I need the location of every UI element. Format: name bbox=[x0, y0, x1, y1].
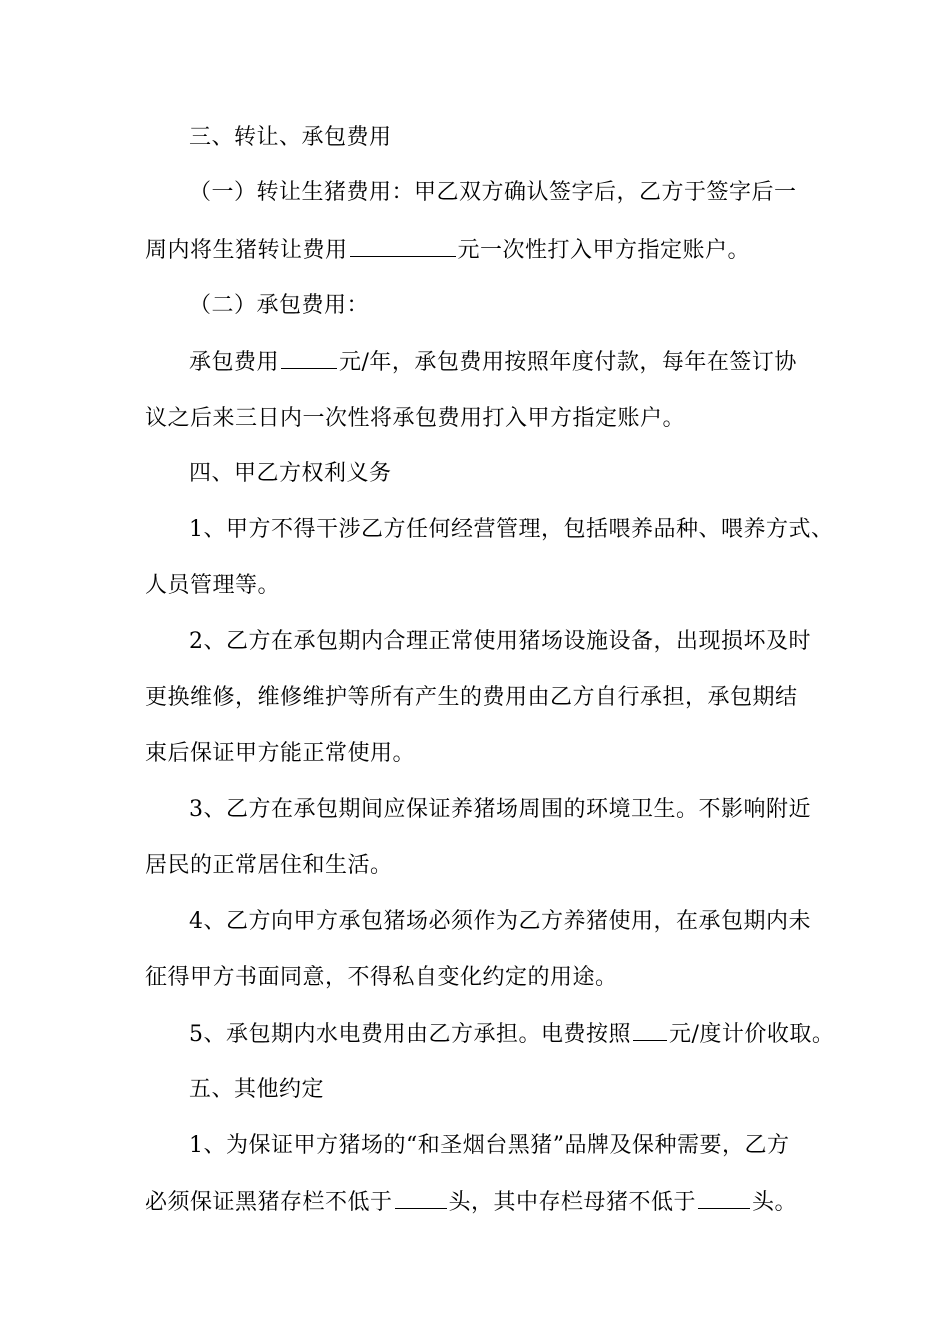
section-4-item-5: 5、承包期内水电费用由乙方承担。电费按照 元/度计价收取。 bbox=[189, 1022, 835, 1047]
fill-blank-transfer-fee bbox=[350, 236, 456, 257]
section-4-item-3-cont: 居民的正常居住和生活。 bbox=[145, 853, 393, 878]
fill-blank-pig-count bbox=[395, 1188, 447, 1209]
section-4-item-2-cont-2: 束后保证甲方能正常使用。 bbox=[145, 741, 416, 766]
fill-blank-electricity-price bbox=[633, 1020, 667, 1041]
section-4-item-4-cont: 征得甲方书面同意，不得私自变化约定的用途。 bbox=[145, 965, 618, 990]
section-3-subheading-2: （二）承包费用： bbox=[189, 293, 370, 318]
section-5-heading: 五、其他约定 bbox=[189, 1077, 325, 1102]
section-4-item-3: 3、乙方在承包期间应保证养猪场周围的环境卫生。不影响附近 bbox=[189, 797, 811, 822]
section-4-item-4: 4、乙方向甲方承包猪场必须作为乙方养猪使用，在承包期内未 bbox=[189, 909, 811, 934]
section-4-item-1: 1、甲方不得干涉乙方任何经营管理，包括喂养品种、喂养方式、 bbox=[189, 517, 834, 542]
section-3-paragraph-3-cont: 议之后来三日内一次性将承包费用打入甲方指定账户。 bbox=[145, 406, 686, 431]
section-4-heading: 四、甲乙方权利义务 bbox=[189, 461, 392, 486]
section-3-heading: 三、转让、承包费用 bbox=[189, 125, 392, 150]
section-4-item-2-cont-1: 更换维修，维修维护等所有产生的费用由乙方自行承担，承包期结 bbox=[145, 685, 798, 710]
section-3-paragraph-1: （一）转让生猪费用：甲乙双方确认签字后，乙方于签字后一 bbox=[189, 180, 797, 205]
section-5-item-1: 1、为保证甲方猪场的“和圣烟台黑猪”品牌及保种需要，乙方 bbox=[189, 1133, 790, 1158]
section-3-paragraph-3: 承包费用 元/年，承包费用按照年度付款，每年在签订协 bbox=[189, 350, 797, 375]
section-5-item-1-cont: 必须保证黑猪存栏不低于 头，其中存栏母猪不低于 头。 bbox=[145, 1190, 798, 1215]
section-4-item-1-cont: 人员管理等。 bbox=[145, 573, 281, 598]
section-4-item-2: 2、乙方在承包期内合理正常使用猪场设施设备，出现损坏及时 bbox=[189, 629, 811, 654]
fill-blank-sow-count bbox=[698, 1188, 750, 1209]
fill-blank-contract-fee bbox=[281, 348, 337, 369]
section-3-paragraph-1-cont: 周内将生猪转让费用 元一次性打入甲方指定账户。 bbox=[145, 238, 751, 263]
